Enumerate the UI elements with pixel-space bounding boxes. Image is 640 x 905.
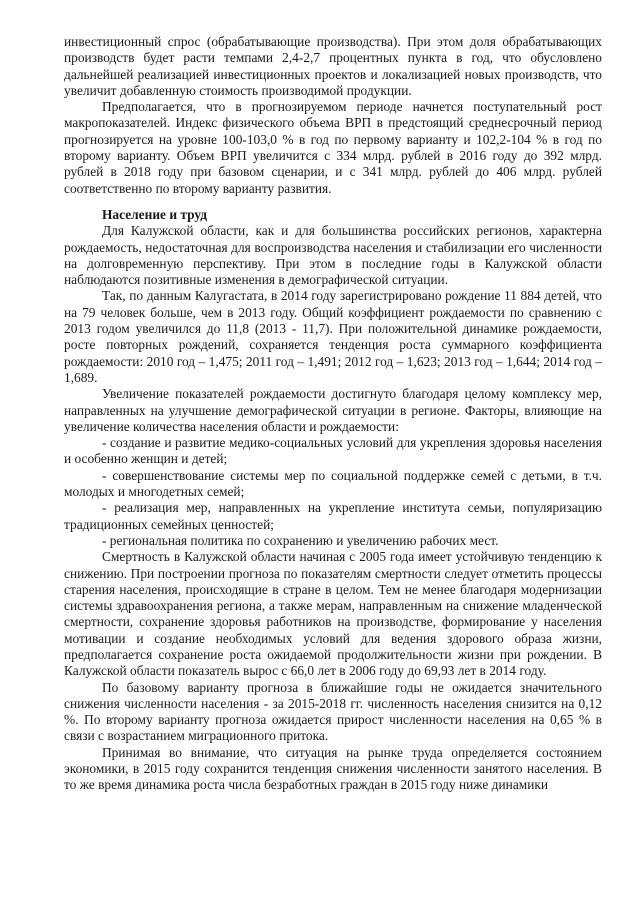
paragraph-grp-forecast: Предполагается, что в прогнозируемом периоде начнется поступательный рост макропоказателей. Индекс физического объема ВРП в предстоящий среднесрочный период прогнозируется на уровне 100-103,0 % в год по первому варианту и 102,2-104 % в год по второму варианту. Объем ВРП увеличится с 334 млрд. рублей в 2016 году до 392 млрд. рублей в 2018 году при базовом сценарии, и с 341 млрд. рублей до 406 млрд. рублей соответственно по второму варианту развития. (64, 99, 602, 196)
paragraph-measures-intro: Увеличение показателей рождаемости достигнуто благодаря целому комплексу мер, направленных на улучшение демографической ситуации в регионе. Факторы, влияющие на увеличение количества населения области и рождаемости: (64, 386, 602, 434)
list-item-medical-conditions: - создание и развитие медико-социальных условий для укрепления здоровья населения и особенно женщин и детей; (64, 435, 602, 467)
list-item-jobs-policy: - региональная политика по сохранению и увеличению рабочих мест. (102, 532, 499, 548)
paragraph-mortality: Смертность в Калужской области начиная с 2005 года имеет устойчивую тенденцию к снижению. При построении прогноза по показателям смертности следует отметить процессы старения населения, происходящие в стране в целом. Тем не менее благодаря модернизации системы здравоохранения региона, а также мерам, направленным на снижение младенческой смертности, сохранение здоровья работников на производстве, формирование у населения мотивации и создание необходимых условий для ведения здорового образа жизни, предполагается сохранение роста ожидаемой продолжительности жизни при рождении. В Калужской области показатель вырос с 66,0 лет в 2006 году до 69,93 лет в 2014 году. (64, 549, 602, 679)
paragraph-investment-demand: инвестиционный спрос (обрабатывающие производства). При этом доля обрабатывающих производств будет расти темпами 2,4-2,7 процентных пункта в год, что обусловлено дальнейшей реализацией инвестиционных проектов и локализацией новых производств, что увеличит добавленную стоимость производимой продукции. (64, 34, 602, 98)
list-item-family-support: - совершенствование системы мер по социальной поддержке семей с детьми, в т.ч. молодых и многодетных семей; (64, 467, 602, 500)
paragraph-birth-rate-intro: Для Калужской области, как и для большинства российских регионов, характерна рождаемость, недостаточная для воспроизводства населения и стабилизации его численности на долговременную перспективу. При этом в последние годы в Калужской области наблюдаются позитивные изменения в демографической ситуации. (64, 223, 602, 288)
list-item-family-institute: - реализация мер, направленных на укрепление института семьи, популяризацию традиционных семейных ценностей; (64, 500, 602, 532)
paragraph-birth-statistics: Так, по данным Калугастата, в 2014 году зарегистрировано рождение 11 884 детей, что на 79 человек больше, чем в 2013 году. Общий коэффициент рождаемости по сравнению с 2013 годом увеличился до 11,8 (2013 - 11,7). При положительной динамике рождаемости, росте повторных рождений, сохраняется тенденция роста суммарного коэффициента рождаемости: 2010 год – 1,475; 2011 год – 1,491; 2012 год – 1,623; 2013 год – 1,644; 2014 год – 1,689. (64, 288, 602, 385)
paragraph-population-forecast: По базовому варианту прогноза в ближайшие годы не ожидается значительного снижения численности населения - за 2015-2018 гг. численность населения снизится на 0,12 %. По второму варианту прогноза ожидается прирост численности населения на 0,65 % в связи с возрастанием миграционного притока. (64, 679, 602, 744)
document-page (64, 34, 602, 794)
paragraph-labor-market: Принимая во внимание, что ситуация на рынке труда определяется состоянием экономики, в 2015 году сохранится тенденция снижения численности занятого населения. В то же время динамика роста числа безработных граждан в 2015 году ниже динамики (64, 744, 602, 793)
section-heading-population-labor: Население и труд (102, 206, 208, 222)
